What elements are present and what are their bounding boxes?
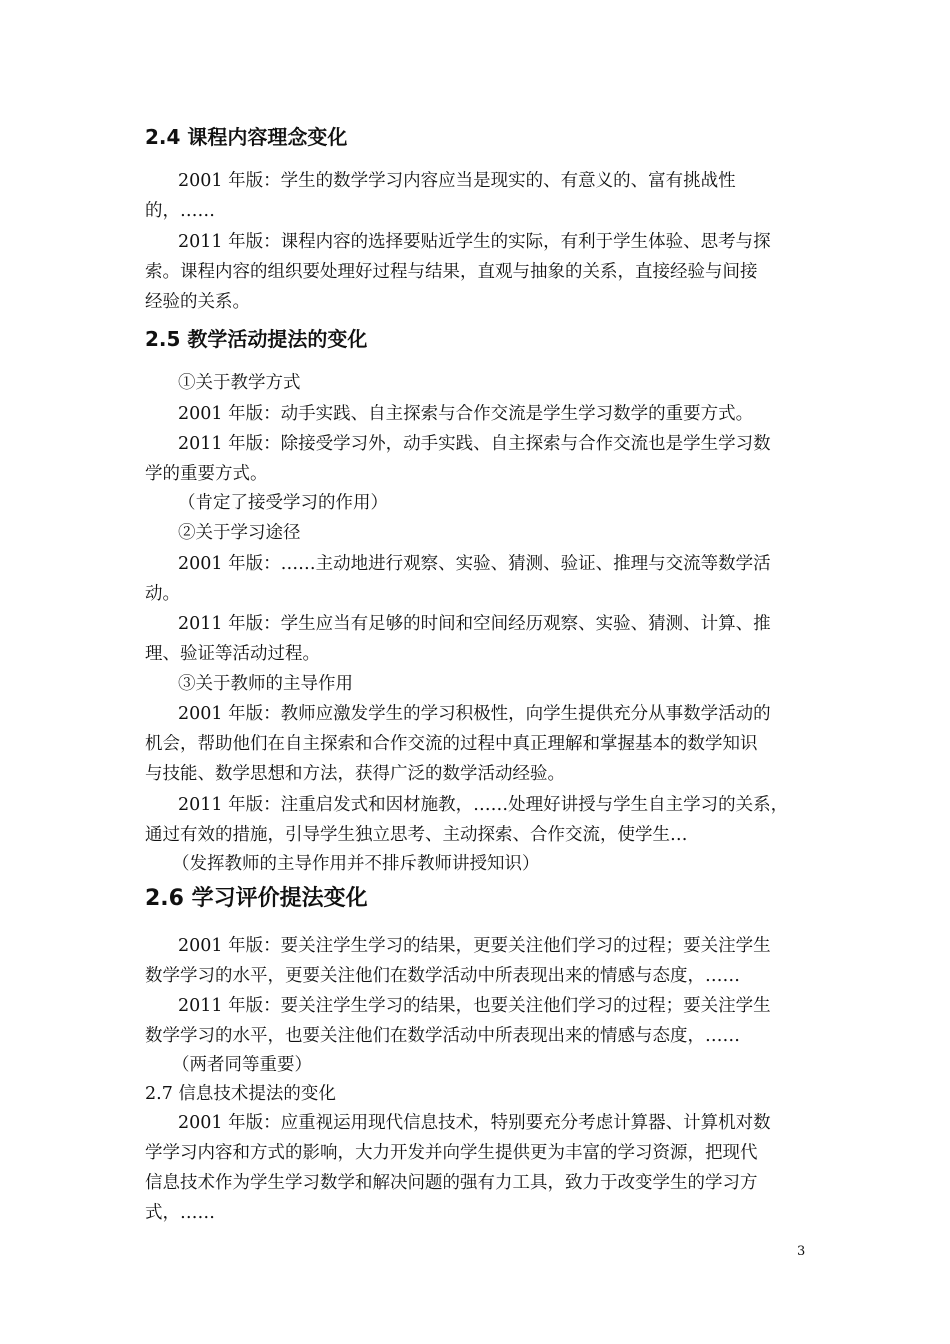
paragraph-line: 2011 年版：学生应当有足够的时间和空间经历观察、实验、猜测、计算、推	[178, 614, 771, 634]
subheading-teaching-method: ①关于教学方式	[178, 373, 301, 393]
paragraph-line: 2001 年版：动手实践、自主探索与合作交流是学生学习数学的重要方式。	[178, 404, 754, 424]
paragraph-line: 2001 年版：应重视运用现代信息技术，特别要充分考虑计算器、计算机对数	[178, 1113, 771, 1133]
paragraph-line: 2001 年版：学生的数学学习内容应当是现实的、有意义的、富有挑战性	[178, 171, 736, 191]
paragraph-line: 2011 年版：课程内容的选择要贴近学生的实际，有利于学生体验、思考与探	[178, 232, 771, 252]
paragraph-line: 2011 年版：注重启发式和因材施教，……处理好讲授与学生自主学习的关系，	[178, 795, 789, 815]
paragraph-line: 2001 年版：……主动地进行观察、实验、猜测、验证、推理与交流等数学活	[178, 554, 771, 574]
section-heading-2-6: 2.6 学习评价提法变化	[145, 886, 368, 911]
paragraph-line: 机会，帮助他们在自主探索和合作交流的过程中真正理解和掌握基本的数学知识	[145, 734, 758, 754]
paragraph-line: 2011 年版：要关注学生学习的结果，也要关注他们学习的过程；要关注学生	[178, 996, 771, 1016]
section-heading-2-4: 2.4 课程内容理念变化	[145, 125, 348, 149]
paragraph-line: 2001 年版：教师应激发学生的学习积极性，向学生提供充分从事数学活动的	[178, 704, 771, 724]
subheading-teacher-role: ③关于教师的主导作用	[178, 674, 353, 694]
paragraph-line: 2011 年版：除接受学习外，动手实践、自主探索与合作交流也是学生学习数	[178, 434, 771, 454]
note-line: （肯定了接受学习的作用）	[178, 493, 388, 513]
paragraph-line: 2001 年版：要关注学生学习的结果，更要关注他们学习的过程；要关注学生	[178, 936, 771, 956]
section-heading-2-5: 2.5 教学活动提法的变化	[145, 327, 368, 351]
paragraph-line: 的，……	[145, 201, 215, 221]
note-line: （发挥教师的主导作用并不排斥教师讲授知识）	[172, 854, 540, 874]
paragraph-line: 通过有效的措施，引导学生独立思考、主动探索、合作交流，使学生…	[145, 825, 688, 845]
paragraph-line: 学的重要方式。	[145, 464, 268, 484]
paragraph-line: 经验的关系。	[145, 292, 250, 312]
paragraph-line: 数学学习的水平，更要关注他们在数学活动中所表现出来的情感与态度，……	[145, 966, 740, 986]
paragraph-line: 数学学习的水平，也要关注他们在数学活动中所表现出来的情感与态度，……	[145, 1026, 740, 1046]
paragraph-line: 与技能、数学思想和方法，获得广泛的数学活动经验。	[145, 764, 565, 784]
paragraph-line: 式，……	[145, 1203, 215, 1223]
paragraph-line: 索。课程内容的组织要处理好过程与结果，直观与抽象的关系，直接经验与间接	[145, 262, 758, 282]
page-number: 3	[797, 1244, 806, 1259]
paragraph-line: 理、验证等活动过程。	[145, 644, 320, 664]
paragraph-line: 学学习内容和方式的影响，大力开发并向学生提供更为丰富的学习资源，把现代	[145, 1143, 758, 1163]
subheading-learning-path: ②关于学习途径	[178, 523, 301, 543]
note-line: （两者同等重要）	[172, 1055, 312, 1075]
paragraph-line: 动。	[145, 584, 180, 604]
paragraph-line: 信息技术作为学生学习数学和解决问题的强有力工具，致力于改变学生的学习方	[145, 1173, 758, 1193]
section-heading-2-7: 2.7 信息技术提法的变化	[145, 1084, 336, 1104]
